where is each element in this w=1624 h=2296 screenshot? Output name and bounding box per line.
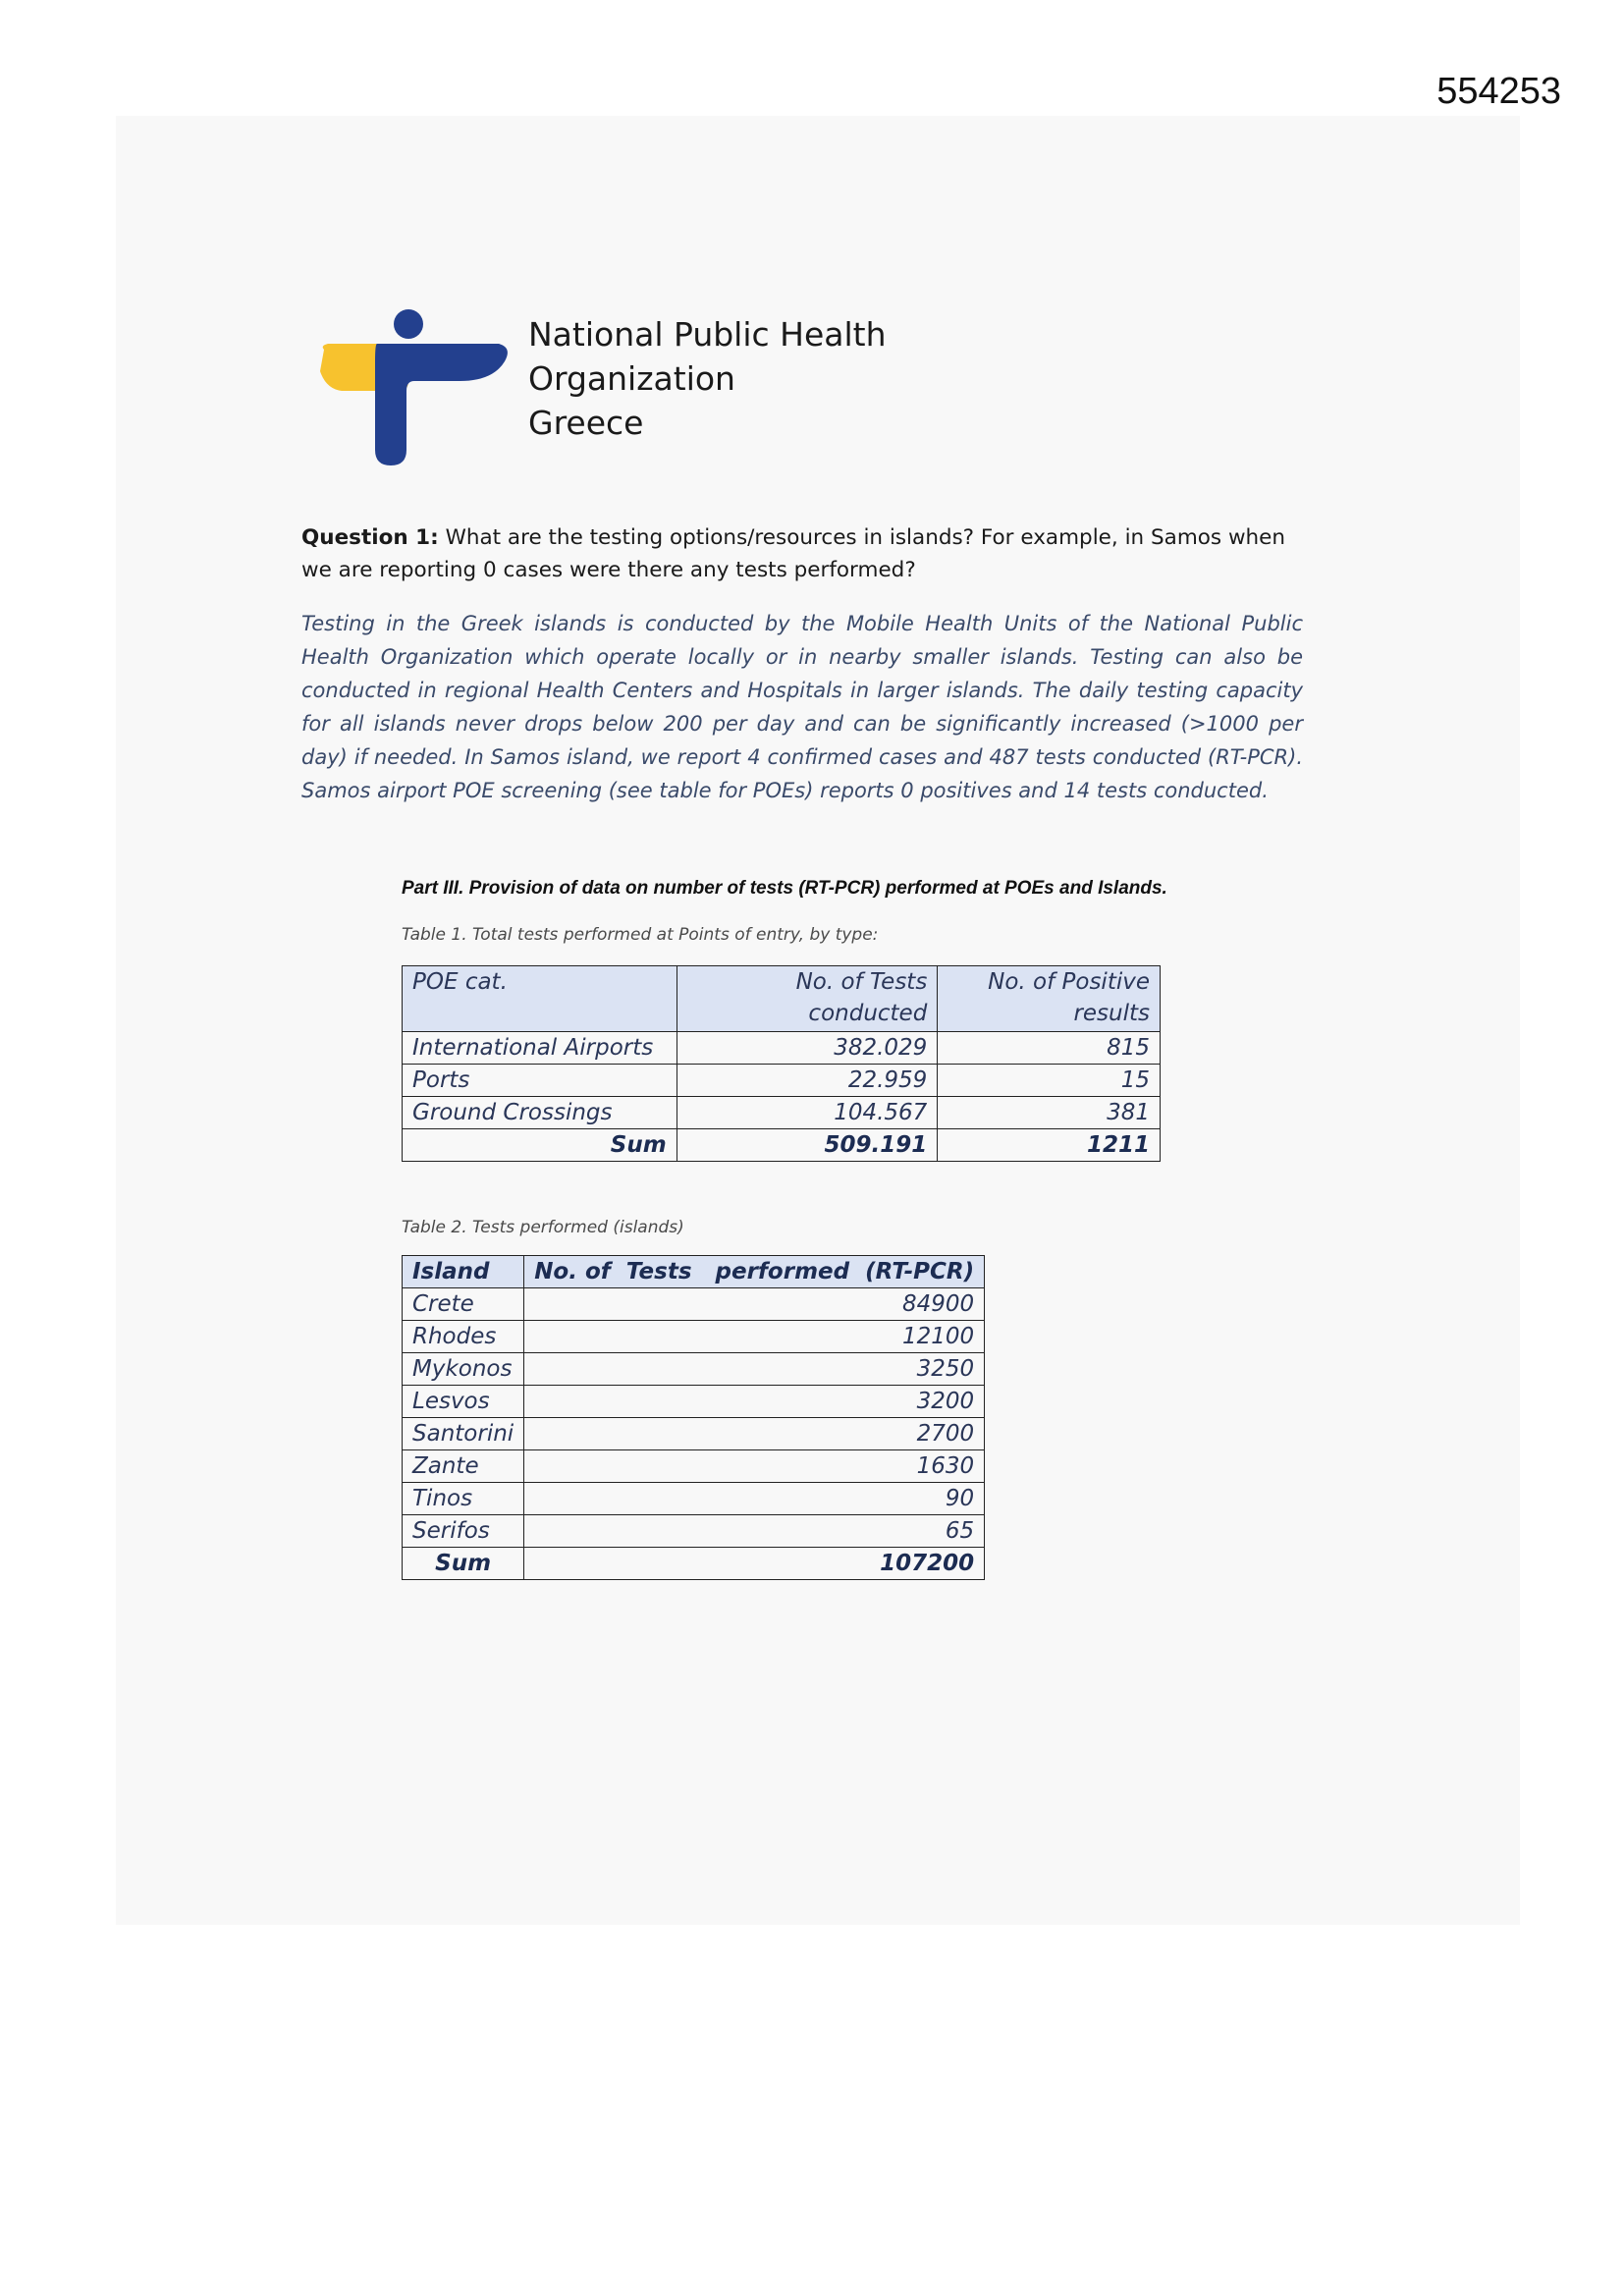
table-cell: Lesvos xyxy=(403,1386,524,1418)
part-heading: Part III. Provision of data on number of tests (RT-PCR) performed at POEs and Islands. xyxy=(402,878,1167,899)
table-cell: 381 xyxy=(938,1097,1161,1129)
table-cell: 3250 xyxy=(524,1353,985,1386)
column-header: POE cat. xyxy=(403,966,677,1032)
table-cell: International Airports xyxy=(403,1032,677,1065)
table-cell: 3200 xyxy=(524,1386,985,1418)
table-cell: 382.029 xyxy=(677,1032,938,1065)
table-row xyxy=(403,1321,985,1353)
table1-caption: Table 1. Total tests performed at Points of entry, by type: xyxy=(402,925,879,945)
table-cell: Ground Crossings xyxy=(403,1097,677,1129)
table-cell: Rhodes xyxy=(403,1321,524,1353)
table-row xyxy=(403,1065,1161,1097)
table-cell: 2700 xyxy=(524,1418,985,1450)
table-cell: Mykonos xyxy=(403,1353,524,1386)
table-cell: Ports xyxy=(403,1065,677,1097)
question-label: Question 1: xyxy=(301,525,439,550)
document-id: 554253 xyxy=(1436,71,1561,112)
logo-head-circle xyxy=(394,309,423,339)
question-paragraph xyxy=(301,521,1303,586)
table-cell: 104.567 xyxy=(677,1097,938,1129)
nphg-logo xyxy=(312,302,509,467)
table-cell: 84900 xyxy=(524,1288,985,1321)
answer-paragraph: Testing in the Greek islands is conducted by the Mobile Health Units of the National Public Health Organization which operate locally or in nearby smaller islands. Testing can also be conducted in regional Health Centers and Hospitals in larger islands. The daily testing capacity for all islands never drops below 200 per day and can be significantly increased (>1000 per day) if needed. In Samos island, we report 4 confirmed cases and 487 tests conducted (RT-PCR). Samos airport POE screening (see table for POEs) reports 0 positives and 14 tests conducted. xyxy=(301,612,1303,802)
table2-caption: Table 2. Tests performed (islands) xyxy=(402,1218,684,1237)
question-text: What are the testing options/resources in islands? For example, in Samos when we are reporting 0 cases were there any tests performed? xyxy=(301,525,1286,582)
table-row xyxy=(403,1032,1161,1065)
table-row xyxy=(403,1515,985,1548)
table-cell: 1630 xyxy=(524,1450,985,1483)
org-name-line-2: Organization xyxy=(528,359,735,398)
table-header-row xyxy=(403,966,1161,1032)
table-cell: Tinos xyxy=(403,1483,524,1515)
table-cell: Santorini xyxy=(403,1418,524,1450)
table-row xyxy=(403,1386,985,1418)
table-cell: Serifos xyxy=(403,1515,524,1548)
table-cell: 15 xyxy=(938,1065,1161,1097)
table-cell: 12100 xyxy=(524,1321,985,1353)
column-header: No. of Positive results xyxy=(938,966,1161,1032)
island-tests-table xyxy=(402,1255,985,1580)
table-row xyxy=(403,1418,985,1450)
table-row xyxy=(403,1450,985,1483)
sum-value: 1211 xyxy=(938,1129,1161,1162)
logo-blue-body xyxy=(375,344,508,465)
column-header: Island xyxy=(403,1256,524,1288)
org-name-line-1: National Public Health xyxy=(528,315,887,354)
table-row xyxy=(403,1288,985,1321)
sum-label: Sum xyxy=(403,1548,524,1580)
organization-name xyxy=(528,312,887,445)
table-row xyxy=(403,1483,985,1515)
table-cell: 90 xyxy=(524,1483,985,1515)
column-header: No. of Tests conducted xyxy=(677,966,938,1032)
org-name-line-3: Greece xyxy=(528,404,644,442)
table-cell: Zante xyxy=(403,1450,524,1483)
poe-tests-table xyxy=(402,965,1161,1162)
table-row xyxy=(403,1097,1161,1129)
column-header: No. of Tests performed (RT-PCR) xyxy=(524,1256,985,1288)
table-cell: 22.959 xyxy=(677,1065,938,1097)
table-sum-row xyxy=(403,1548,985,1580)
sum-label: Sum xyxy=(403,1129,677,1162)
table-row xyxy=(403,1353,985,1386)
table-sum-row xyxy=(403,1129,1161,1162)
sum-value: 509.191 xyxy=(677,1129,938,1162)
table-header-row xyxy=(403,1256,985,1288)
sum-value: 107200 xyxy=(524,1548,985,1580)
table-cell: Crete xyxy=(403,1288,524,1321)
table-cell: 815 xyxy=(938,1032,1161,1065)
table-cell: 65 xyxy=(524,1515,985,1548)
